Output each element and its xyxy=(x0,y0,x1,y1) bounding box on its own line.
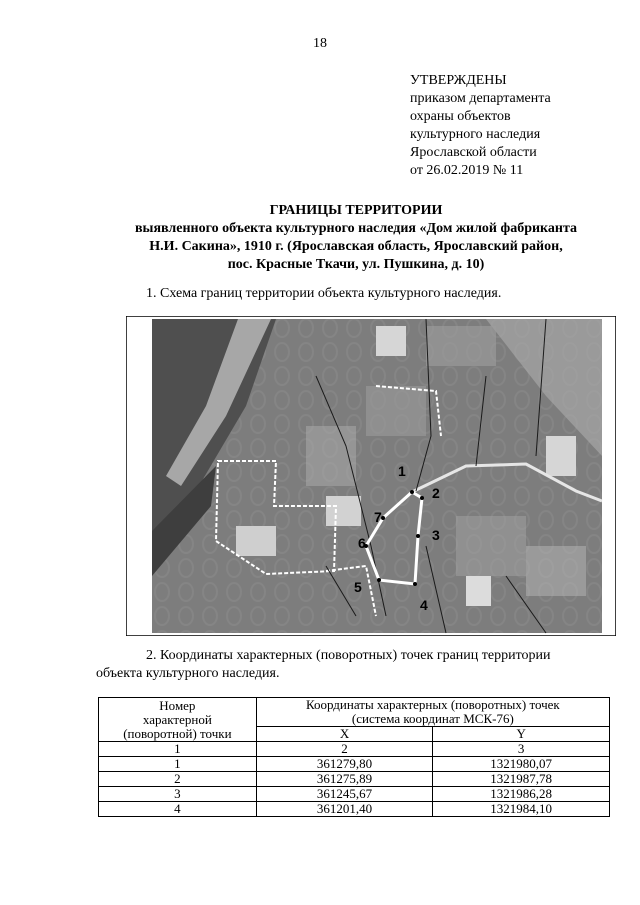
boundary-map-image xyxy=(126,316,616,636)
table-row xyxy=(99,787,610,802)
header-text: Координаты характерных (поворотных) точек xyxy=(305,697,560,712)
page-number: 18 xyxy=(313,36,327,51)
title-line: Н.И. Сакина», 1910 г. (Ярославская область, Ярославский район, xyxy=(149,239,563,254)
approval-line: культурного наследия xyxy=(410,127,541,142)
map-point-label: 2 xyxy=(432,485,440,501)
title-heading: ГРАНИЦЫ ТЕРРИТОРИИ xyxy=(269,203,443,218)
map-point-label: 5 xyxy=(354,579,362,595)
title-line: выявленного объекта культурного наследия «Дом жилой фабриканта xyxy=(134,221,578,236)
table-cell: 361275,89 xyxy=(256,772,433,787)
table-row xyxy=(99,757,610,772)
header-text: (система координат МСК-76) xyxy=(351,711,514,726)
table-cell: 1321980,07 xyxy=(433,757,610,772)
boundary-map xyxy=(126,316,616,636)
map-point-label: 1 xyxy=(398,463,406,479)
table-cell: 1321984,10 xyxy=(433,802,610,817)
table-cell: 3 xyxy=(99,787,257,802)
table-cell: 1321987,78 xyxy=(433,772,610,787)
table-row xyxy=(99,802,610,817)
map-point-label: 6 xyxy=(358,535,366,551)
section-1-heading: 1. Схема границ территории объекта культурного наследия. xyxy=(146,286,502,301)
approval-stamp xyxy=(410,72,551,180)
coordinates-table xyxy=(98,697,610,817)
document-title xyxy=(96,202,616,274)
table-row xyxy=(99,772,610,787)
table-cell: 1 xyxy=(99,757,257,772)
section-2-heading xyxy=(96,647,608,683)
table-cell: 361245,67 xyxy=(256,787,433,802)
approval-line: приказом департамента xyxy=(410,91,551,106)
table-cell: 2 xyxy=(256,742,433,757)
table-cell: 3 xyxy=(433,742,610,757)
section-2-line: 2. Координаты характерных (поворотных) точек границ территории xyxy=(146,648,551,663)
header-text: характерной xyxy=(142,711,212,727)
table-cell: 1 xyxy=(99,742,257,757)
approval-line: от 26.02.2019 № 11 xyxy=(410,163,524,178)
table-numbering-row xyxy=(99,742,610,757)
approval-line: охраны объектов xyxy=(410,109,511,124)
header-coordinates xyxy=(256,698,609,727)
table-cell: 4 xyxy=(99,802,257,817)
table-cell: 361279,80 xyxy=(256,757,433,772)
approval-line: УТВЕРЖДЕНЫ xyxy=(410,73,507,88)
map-point-label: 3 xyxy=(432,527,440,543)
approval-line: Ярославской области xyxy=(410,145,537,160)
table-cell: 361201,40 xyxy=(256,802,433,817)
title-line: пос. Красные Ткачи, ул. Пушкина, д. 10) xyxy=(227,257,485,272)
section-2-line: объекта культурного наследия. xyxy=(96,666,280,681)
header-text: (поворотной) точки xyxy=(123,725,232,741)
header-point-number xyxy=(99,698,257,742)
table-cell: 2 xyxy=(99,772,257,787)
header-x: X xyxy=(256,727,433,742)
header-y: Y xyxy=(433,727,610,742)
map-point-label: 7 xyxy=(374,509,382,525)
header-text: Номер xyxy=(159,697,196,713)
table-header-row xyxy=(99,698,610,727)
table-cell: 1321986,28 xyxy=(433,787,610,802)
map-point-label: 4 xyxy=(420,597,428,613)
